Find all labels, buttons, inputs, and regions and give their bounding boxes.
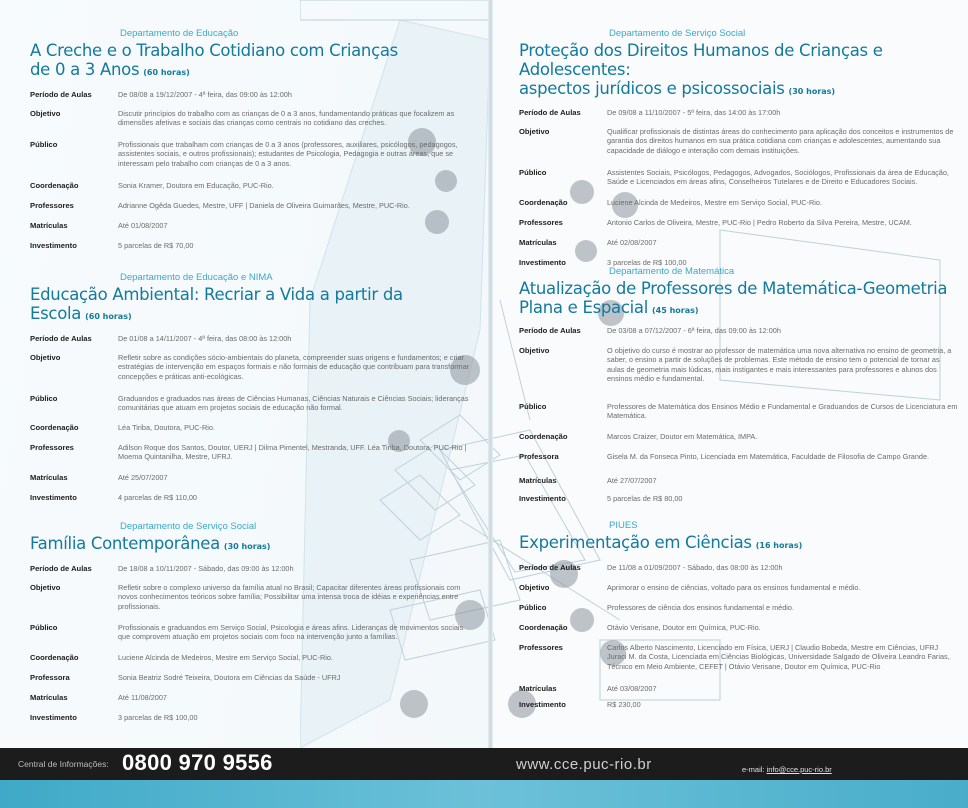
- info-label: Coordenação: [519, 198, 568, 207]
- info-label: Matrículas: [30, 221, 68, 230]
- phone-number[interactable]: 0800 970 9556: [122, 750, 273, 775]
- department-label: Departamento de Educação e NIMA: [120, 272, 273, 283]
- info-label: Matrículas: [30, 693, 68, 702]
- footer-bar: [0, 748, 968, 780]
- info-label: Matrículas: [519, 238, 557, 247]
- info-label: Professores: [30, 201, 74, 210]
- info-value: Adrianne Ogêda Guedes, Mestre, UFF | Daniela de Oliveira Guimarães, Mestre, PUC-Rio.: [118, 201, 410, 210]
- course-title-line: [30, 285, 475, 326]
- info-label: Coordenação: [519, 432, 568, 441]
- info-value: 4 parcelas de R$ 110,00: [118, 493, 197, 502]
- info-row: [30, 353, 475, 394]
- course-hours: (45 horas): [652, 306, 699, 315]
- info-value: De 08/08 a 19/12/2007 - 4ª feira, das 09:00 às 12:00h: [118, 90, 292, 99]
- info-row: [30, 109, 475, 140]
- info-value: Até 01/08/2007: [118, 221, 168, 230]
- course-hours: (60 horas): [143, 68, 190, 77]
- info-value: 3 parcelas de R$ 100,00: [118, 713, 198, 722]
- info-row: [519, 643, 959, 684]
- info-row: [30, 241, 475, 255]
- info-label: Investimento: [519, 494, 566, 503]
- info-label: Investimento: [30, 713, 77, 722]
- info-row: [30, 394, 475, 423]
- department-label: Departamento de Matemática: [609, 266, 735, 277]
- course-title-text: aspectos jurídicos e psicossociais: [519, 79, 785, 98]
- info-label: Objetivo: [519, 127, 550, 136]
- website-link[interactable]: www.cce.puc-rio.br: [516, 756, 652, 773]
- info-label: Objetivo: [30, 109, 61, 118]
- course-title-text: Família Contemporânea: [30, 534, 220, 553]
- course-hours: (16 horas): [755, 541, 803, 550]
- info-row: [519, 603, 959, 623]
- course-title-line: Proteção dos Direitos Humanos de Crianças e Adolescentes:: [519, 41, 883, 79]
- info-value: Assistentes Sociais, Psicólogos, Pedagogos, Advogados, Sociólogos, Profissionais da área de Educação, Saúde e Licenciados em áreas afins, Conselheiros Tutelares e de Direito e Educadores Sociais.: [607, 168, 949, 187]
- info-label: Objetivo: [519, 346, 550, 355]
- course-matematica: [519, 266, 959, 508]
- info-value: O objetivo do curso é mostrar ao professor de matemática uma nova alternativa no ensino de geometria, a saber, o ensino a partir de soluções de problemas. Este método de ensino tem o potencial de tornar as aulas de geometria mais lúdicas, mais instigantes e mais interessantes para professores e alunos dos ensinos médio e fundamental.: [607, 346, 952, 384]
- info-value: Qualificar profissionais de distintas áreas do conhecimento para aplicação dos conceitos e instrumentos de garantia dos direitos humanos em sua prática cotidiana com crianças e adolescentes, aumentando sua capacidade de diálogo e interação com demais instituições.: [607, 127, 954, 155]
- info-value: De 09/08 a 11/10/2007 - 5ª feira, das 14:00 às 17:00h: [607, 108, 781, 117]
- info-value: Refletir sobre o complexo universo da família atual no Brasil; Capacitar diferentes áreas profissionais com novos conhecimentos teóricos sobre família; Possibilitar uma intensa troca de idéias e experiências entre profissionais.: [118, 583, 461, 611]
- email-label: e-mail:: [742, 765, 765, 774]
- info-value: Até 25/07/2007: [118, 473, 168, 482]
- info-label: Período de Aulas: [519, 563, 581, 572]
- info-label: Professora: [519, 452, 559, 461]
- info-row: [30, 653, 475, 673]
- course-title-line: [519, 79, 959, 101]
- info-row: [519, 198, 959, 218]
- info-row: [519, 346, 959, 402]
- info-row: [30, 90, 475, 109]
- info-label: Público: [519, 168, 547, 177]
- info-value: Professores de ciência dos ensinos fundamental e médio.: [607, 603, 794, 612]
- info-row: [30, 473, 475, 493]
- info-value: Graduandos e graduados nas áreas de Ciências Humanas, Ciências Naturais e Ciências Sociais; lideranças comunitárias que atuam em projetos sociais de educação não formal.: [118, 394, 469, 413]
- info-label: Matrículas: [519, 476, 557, 485]
- info-value: Gisela M. da Fonseca Pinto, Licenciada em Matemática, Faculdade de Filosofia de Campo Grande.: [607, 452, 930, 461]
- info-value: De 03/08 a 07/12/2007 - 6ª feira, das 09:00 às 12:00h: [607, 326, 781, 335]
- course-title: [30, 285, 475, 326]
- info-label: Investimento: [30, 241, 77, 250]
- info-value: 5 parcelas de R$ 70,00: [118, 241, 194, 250]
- info-value: Até 02/08/2007: [607, 238, 657, 247]
- course-title: [519, 279, 959, 320]
- info-row: [30, 693, 475, 713]
- info-value: Discutir princípios do trabalho com as crianças de 0 a 3 anos, fundamentando práticas que focalizem as dimensões afetivas e sociais das crianças como centrais no cotidiano das creches.: [118, 109, 455, 128]
- info-value: De 18/08 a 10/11/2007 - Sábado, das 09:00 às 12:00h: [118, 564, 294, 573]
- info-label: Professores: [519, 218, 563, 227]
- info-row: [30, 493, 475, 507]
- info-label: Investimento: [519, 700, 566, 709]
- info-row: [519, 402, 959, 432]
- info-row: [30, 140, 475, 181]
- info-value: Até 11/08/2007: [118, 693, 167, 702]
- page-fold: [488, 0, 493, 808]
- info-label: Período de Aulas: [30, 564, 92, 573]
- department-label: Departamento de Educação: [120, 28, 239, 39]
- info-center-label: Central de Informações:: [18, 759, 109, 769]
- info-value: Professores de Matemática dos Ensinos Médio e Fundamental e Graduandos de Cursos de Licenciatura em Matemática.: [607, 402, 958, 421]
- info-label: Coordenação: [30, 653, 79, 662]
- info-value: Profissionais e graduandos em Serviço Social, Psicologia e áreas afins. Lideranças de movimentos sociais que comprovem atuação em projetos sociais com foco na intervenção junto a famílias.: [118, 623, 464, 642]
- course-title-line: [519, 533, 959, 555]
- info-value: Refletir sobre as condições sócio-ambientais do planeta, compreender suas origens e fundamentos; e criar estratégias de intervenção em espaços formais e não formais de educação que contribuam para transformar concepções e práticas anti-ecológicas.: [118, 353, 470, 381]
- info-label: Público: [519, 402, 547, 411]
- info-label: Período de Aulas: [30, 90, 92, 99]
- info-value: Antonio Carlos de Oliveira, Mestre, PUC-Rio | Pedro Roberto da Silva Pereira, Mestre, UCAM.: [607, 218, 912, 227]
- info-label: Objetivo: [519, 583, 550, 592]
- info-row: [30, 564, 475, 583]
- info-label: Período de Aulas: [519, 326, 581, 335]
- info-label: Matrículas: [519, 684, 557, 693]
- info-value: 5 parcelas de R$ 80,00: [607, 494, 683, 503]
- course-educacao-ambiental: [30, 272, 475, 507]
- info-row: [519, 476, 959, 494]
- info-row: [519, 684, 959, 700]
- info-label: Professores: [30, 443, 74, 452]
- info-label: Coordenação: [30, 423, 79, 432]
- info-label: Matrículas: [30, 473, 68, 482]
- info-value: De 01/08 a 14/11/2007 - 4ª feira, das 08:00 às 12:00h: [118, 334, 292, 343]
- info-label: Público: [30, 140, 58, 149]
- info-label: Objetivo: [30, 583, 61, 592]
- info-label: Professores: [519, 643, 563, 652]
- course-title-line: [519, 298, 959, 320]
- info-row: [519, 168, 959, 198]
- info-row: [519, 623, 959, 643]
- course-title-line: A Creche e o Trabalho Cotidiano com Crianças: [30, 41, 398, 60]
- info-row: [519, 432, 959, 452]
- info-value: Luciene Alcinda de Medeiros, Mestre em Serviço Social, PUC-Rio.: [607, 198, 822, 207]
- course-title-text: de 0 a 3 Anos: [30, 60, 140, 79]
- email-contact: [742, 765, 832, 774]
- info-row: [30, 713, 475, 727]
- info-value: Sonia Kramer, Doutora em Educação, PUC-Rio.: [118, 181, 274, 190]
- info-row: [519, 127, 959, 168]
- course-title-line: Atualização de Professores de Matemática-Geometria: [519, 279, 948, 298]
- department-label: PIUES: [609, 520, 638, 531]
- info-row: [30, 443, 475, 473]
- course-title-line: [30, 60, 475, 82]
- info-label: Investimento: [519, 258, 566, 267]
- info-label: Investimento: [30, 493, 77, 502]
- info-value: Otávio Verisane, Doutor em Química, PUC-Rio.: [607, 623, 761, 632]
- info-label: Público: [30, 394, 58, 403]
- course-title: [30, 534, 475, 556]
- info-row: [30, 181, 475, 201]
- info-label: Período de Aulas: [30, 334, 92, 343]
- course-title-text: Plana e Espacial: [519, 298, 649, 317]
- email-link[interactable]: info@cce.puc-rio.br: [766, 765, 832, 774]
- info-value: Carlos Alberto Nascimento, Licenciado em Física, UERJ | Claudio Bobeda, Mestre em Ciências, UFRJ Juraci M. da Costa, Licenciada em Ciências Biológicas, Universidade Salgado de Oliveira Leandro Farias, Técnico em Meio Ambiente, CEFET | Otávio Verisane, Doutor em Química, PUC-Rio: [607, 643, 950, 671]
- info-value: R$ 230,00: [607, 700, 641, 709]
- footer-color-band: [0, 780, 968, 808]
- info-row: [30, 201, 475, 221]
- info-row: [30, 583, 475, 623]
- info-row: [519, 700, 959, 714]
- info-label: Coordenação: [519, 623, 568, 632]
- course-title-text: Experimentação em Ciências: [519, 533, 752, 552]
- course-creche: [30, 28, 475, 255]
- info-row: [30, 334, 475, 353]
- course-title: [519, 533, 959, 555]
- course-title-line: [30, 534, 475, 556]
- course-title-text: Educação Ambiental: Recriar a Vida a partir da Escola: [30, 285, 403, 323]
- course-hours: (30 horas): [223, 542, 271, 551]
- info-value: Aprimorar o ensino de ciências, voltado para os ensinos fundamental e médio.: [607, 583, 861, 592]
- course-hours: (60 horas): [85, 312, 132, 321]
- info-label: Público: [519, 603, 547, 612]
- course-title: [30, 41, 475, 82]
- info-value: Até 27/07/2007: [607, 476, 657, 485]
- info-label: Professora: [30, 673, 70, 682]
- info-value: 3 parcelas de R$ 100,00: [607, 258, 687, 267]
- info-value: Léa Tiriba, Doutora, PUC-Rio.: [118, 423, 215, 432]
- info-row: [30, 423, 475, 443]
- info-label: Público: [30, 623, 58, 632]
- info-row: [519, 452, 959, 476]
- info-value: Até 03/08/2007: [607, 684, 657, 693]
- course-ciencias: [519, 520, 959, 714]
- info-value: Marcos Craizer, Doutor em Matemática, IMPA.: [607, 432, 758, 441]
- course-direitos-humanos: [519, 28, 959, 272]
- info-value: De 11/08 a 01/09/2007 - Sábado, das 08:00 às 12:00h: [607, 563, 783, 572]
- info-row: [30, 673, 475, 693]
- info-row: [519, 218, 959, 238]
- info-value: Profissionais que trabalham com crianças de 0 a 3 anos (professores, auxiliares, psicólogos, pedagogos, assistentes sociais, e outros profissionais); estudantes de Psicologia, Pedagogia e outras áreas, que se interessam pelo trabalho com crianças de 0 a 3 anos.: [118, 140, 458, 168]
- info-row: [30, 623, 475, 653]
- course-familia: [30, 521, 475, 727]
- department-label: Departamento de Serviço Social: [120, 521, 257, 532]
- info-row: [519, 108, 959, 127]
- info-row: [519, 238, 959, 258]
- info-row: [519, 326, 959, 346]
- info-value: Sonia Beatriz Sodré Teixeira, Doutora em Ciências da Saúde - UFRJ: [118, 673, 341, 682]
- department-label: Departamento de Serviço Social: [609, 28, 746, 39]
- info-row: [30, 221, 475, 241]
- info-label: Período de Aulas: [519, 108, 581, 117]
- info-label: Objetivo: [30, 353, 61, 362]
- info-label: Coordenação: [30, 181, 79, 190]
- course-title: [519, 41, 959, 101]
- course-hours: (30 horas): [788, 87, 836, 96]
- info-row: [519, 583, 959, 603]
- info-row: [519, 563, 959, 583]
- info-row: [519, 494, 959, 508]
- info-value: Adilson Roque dos Santos, Doutor, UERJ | Dilma Pimentel, Mestranda, UFF. Léa Tiriba, Doutora, PUC-Rio | Moema Quintanilha, Mestre, UFRJ.: [118, 443, 467, 462]
- info-value: Luciene Alcinda de Medeiros, Mestre em Serviço Social, PUC-Rio.: [118, 653, 333, 662]
